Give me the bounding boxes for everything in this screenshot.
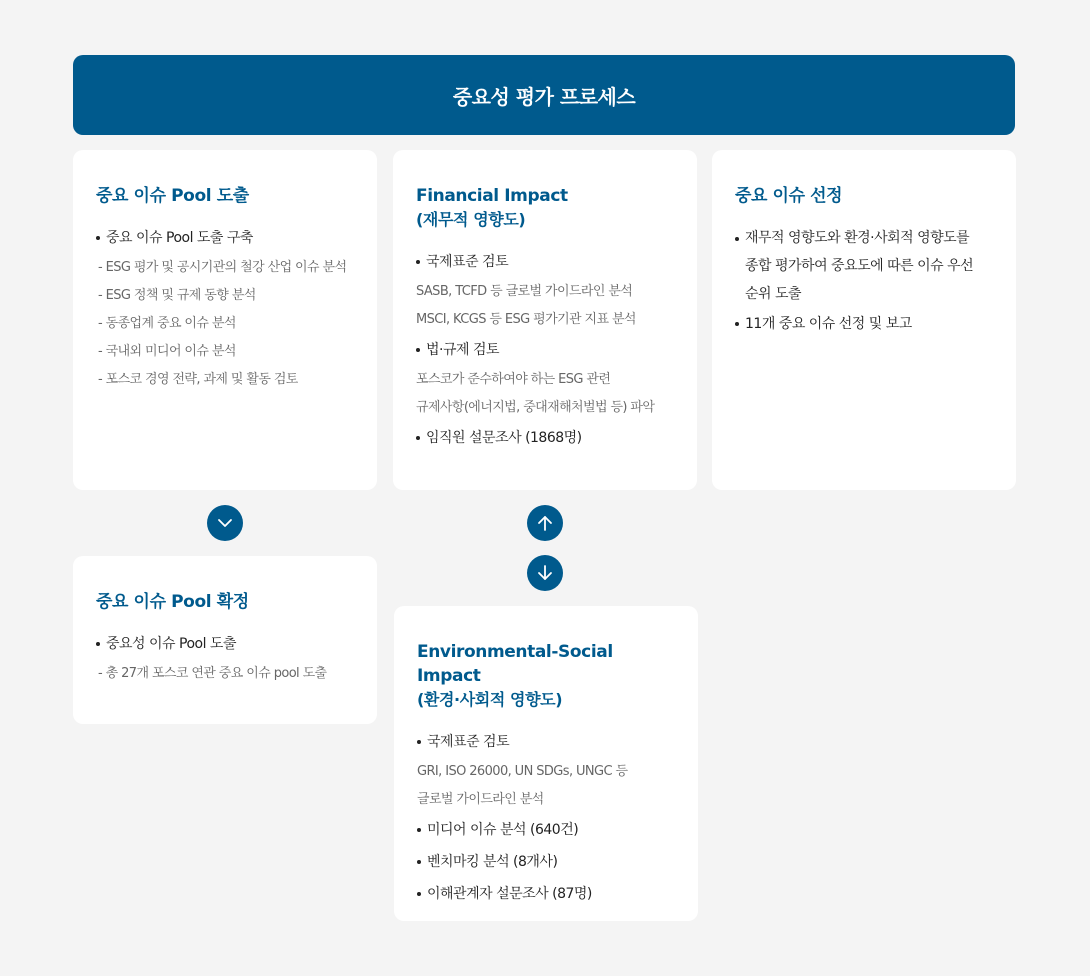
list-item: 포스코가 준수하여야 하는 ESG 관련: [416, 372, 611, 387]
process-title-banner: [73, 55, 1015, 135]
list-item: - 동종업계 중요 이슈 분석: [98, 316, 236, 331]
card-financial-impact: [393, 150, 697, 490]
card-environmental-social-impact: [394, 606, 698, 921]
card-title-main: Financial Impact: [416, 186, 568, 206]
list-item: 법·규제 검토: [416, 334, 675, 366]
list-item: 국제표준 검토: [416, 246, 675, 278]
chevron-down-icon: [215, 513, 235, 533]
list-item: 중요 이슈 Pool 도출 구축: [96, 222, 355, 254]
arrow-down-icon: [535, 563, 555, 583]
list-item: - 국내외 미디어 이슈 분석: [98, 344, 236, 359]
card-title: 중요 이슈 Pool 도출: [96, 186, 249, 206]
card-issue-selection: [712, 150, 1016, 490]
list-item: 글로벌 가이드라인 분석: [417, 792, 544, 807]
page-title: 중요성 평가 프로세스: [452, 84, 636, 109]
list-item: 재무적 영향도와 환경·사회적 영향도를 종합 평가하여 중요도에 따른 이슈 우선순위 도출: [735, 222, 994, 308]
list-item: - ESG 정책 및 규제 동향 분석: [98, 288, 256, 303]
card-title: 중요 이슈 선정: [735, 186, 843, 206]
list-item: 국제표준 검토: [417, 726, 676, 758]
card-pool-derivation: [73, 150, 377, 490]
card-title: [416, 184, 675, 232]
flow-arrow-down: [527, 555, 563, 591]
list-item: GRI, ISO 26000, UN SDGs, UNGC 등: [417, 764, 628, 779]
card-title: [417, 640, 676, 712]
list-item: 임직원 설문조사 (1868명): [416, 422, 675, 454]
flow-arrow-up: [527, 505, 563, 541]
arrow-up-icon: [535, 513, 555, 533]
flow-arrow-down: [207, 505, 243, 541]
card-pool-confirmation: [73, 556, 377, 724]
list-item: 벤치마킹 분석 (8개사): [417, 846, 676, 878]
list-item: 규제사항(에너지법, 중대재해처벌법 등) 파악: [416, 400, 655, 415]
list-item: - 포스코 경영 전략, 과제 및 활동 검토: [98, 372, 298, 387]
card-title-main: Environmental-Social Impact: [417, 642, 613, 686]
list-item: - ESG 평가 및 공시기관의 철강 산업 이슈 분석: [98, 260, 347, 275]
list-item: 이해관계자 설문조사 (87명): [417, 878, 676, 910]
list-item: - 총 27개 포스코 연관 중요 이슈 pool 도출: [98, 666, 327, 681]
list-item: 미디어 이슈 분석 (640건): [417, 814, 676, 846]
list-item: MSCI, KCGS 등 ESG 평가기관 지표 분석: [416, 312, 636, 327]
list-item: 중요성 이슈 Pool 도출: [96, 628, 355, 660]
card-subtitle: (재무적 영향도): [416, 210, 526, 229]
card-subtitle: (환경·사회적 영향도): [417, 690, 563, 709]
list-item: 11개 중요 이슈 선정 및 보고: [735, 308, 994, 340]
card-title: 중요 이슈 Pool 확정: [96, 592, 249, 612]
list-item: SASB, TCFD 등 글로벌 가이드라인 분석: [416, 284, 633, 299]
